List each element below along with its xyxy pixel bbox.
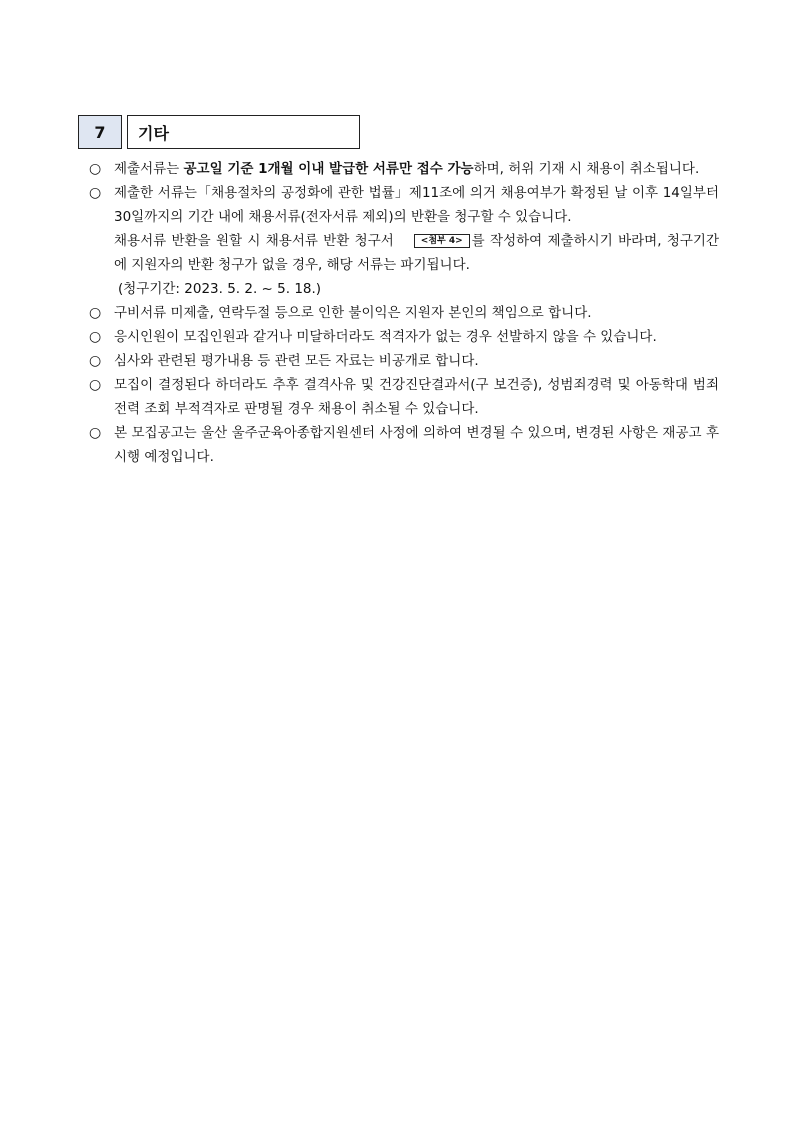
circle-bullet-icon: ○ bbox=[89, 185, 102, 201]
item-text-emphasis: 공고일 기준 1개월 이내 발급한 서류만 접수 가능 bbox=[183, 161, 474, 177]
section-header bbox=[78, 115, 360, 149]
item-text: 제출한 서류는「채용절차의 공정화에 관한 법률」제11조에 의거 채용여부가 확정된 날 이후 14일부터 30일까지의 기간 내에 채용서류(전자서류 제외)의 반환을 청구할 수 있습니다. bbox=[114, 185, 719, 225]
circle-bullet-icon: ○ bbox=[89, 305, 102, 321]
item-text: 심사와 관련된 평가내용 등 관련 모든 자료는 비공개로 합니다. bbox=[114, 353, 479, 369]
circle-bullet-icon: ○ bbox=[89, 353, 102, 369]
item-text: 본 모집공고는 울산 울주군육아종합지원센터 사정에 의하여 변경될 수 있으며, 변경된 사항은 재공고 후 시행 예정입니다. bbox=[114, 425, 719, 465]
circle-bullet-icon: ○ bbox=[89, 161, 102, 177]
note-text: 를 작성하여 제출하시기 바라며, 청구기간에 지원자의 반환 청구가 없을 경우, 해당 서류는 파기됩니다. bbox=[114, 233, 719, 273]
section-number: 7 bbox=[78, 115, 122, 149]
list-item bbox=[89, 421, 719, 469]
list-item bbox=[89, 349, 719, 373]
list-item bbox=[89, 373, 719, 421]
claim-period: (청구기간: 2023. 5. 2. ~ 5. 18.) bbox=[118, 281, 322, 297]
list-item bbox=[89, 325, 719, 349]
item-text: 모집이 결정된다 하더라도 추후 결격사유 및 건강진단결과서(구 보건증), 성범죄경력 및 아동학대 범죄전력 조회 부적격자로 판명될 경우 채용이 취소될 수 있습니다. bbox=[114, 377, 719, 417]
circle-bullet-icon: ○ bbox=[89, 425, 102, 441]
list-item bbox=[89, 181, 719, 301]
circle-bullet-icon: ○ bbox=[89, 377, 102, 393]
item-text: 응시인원이 모집인원과 같거나 미달하더라도 적격자가 없는 경우 선발하지 않을 수 있습니다. bbox=[114, 329, 657, 345]
section-title: 기타 bbox=[127, 115, 360, 149]
note-text: 채용서류 반환을 원할 시 채용서류 반환 청구서 bbox=[114, 233, 394, 249]
item-text: 제출서류는 bbox=[114, 161, 184, 177]
circle-bullet-icon: ○ bbox=[89, 329, 102, 345]
list-item bbox=[89, 301, 719, 325]
return-request-note bbox=[114, 229, 719, 277]
item-text: 하며, 허위 기재 시 채용이 취소됩니다. bbox=[473, 161, 700, 177]
list-item bbox=[89, 157, 719, 181]
item-text: 구비서류 미제출, 연락두절 등으로 인한 불이익은 지원자 본인의 책임으로 합니다. bbox=[114, 305, 592, 321]
attachment-label: <첨부 4> bbox=[414, 234, 470, 248]
notice-list bbox=[89, 157, 719, 469]
